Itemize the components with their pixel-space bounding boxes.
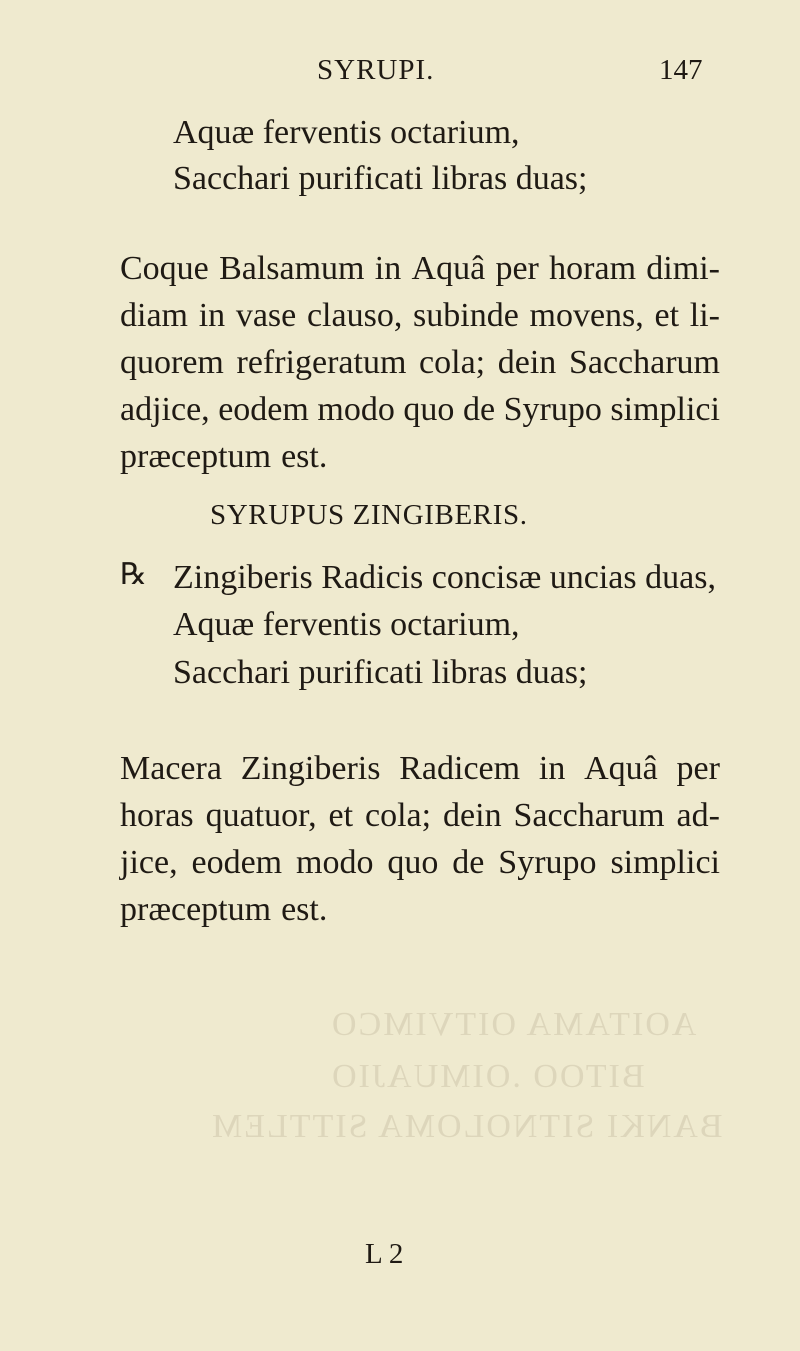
- ingredient-line: Sacchari purificati libras duas;: [173, 160, 588, 197]
- word: eodem: [191, 844, 283, 881]
- word: de: [462, 391, 496, 428]
- word: præceptum: [120, 438, 272, 475]
- running-head-title: SYRUPI.: [317, 54, 435, 86]
- word: refrigeratum: [236, 344, 407, 381]
- section-heading: SYRUPUS ZINGIBERIS.: [210, 499, 528, 531]
- word: Saccharum: [568, 344, 720, 381]
- word: Zingiberis: [240, 750, 381, 787]
- word: quorem: [120, 344, 224, 381]
- word: dein: [443, 797, 502, 834]
- signature-mark: L 2: [365, 1238, 404, 1270]
- word: ad-: [676, 797, 720, 834]
- word: eodem: [218, 391, 309, 428]
- paragraph-instructions-1: [120, 252, 720, 487]
- word: adjice,: [120, 391, 210, 428]
- text-line: [120, 846, 720, 893]
- ingredient-line: Aquæ ferventis octarium,: [173, 606, 520, 643]
- show-through-decoration: BANKI SITNOLOMA SITTLEM: [210, 1108, 723, 1145]
- word: de: [452, 844, 485, 881]
- word: modo: [296, 844, 374, 881]
- text-line: [120, 893, 720, 940]
- word: est.: [281, 438, 328, 475]
- word: movens,: [529, 297, 644, 334]
- word: Syrupo: [498, 844, 597, 881]
- word: diam: [120, 297, 188, 334]
- word: Aquâ: [411, 250, 486, 287]
- text-line: [120, 752, 720, 799]
- ingredient-line: Sacchari purificati libras duas;: [173, 654, 588, 691]
- word: et: [328, 797, 354, 834]
- word: Aquâ: [584, 750, 658, 787]
- word: cola;: [365, 797, 432, 834]
- word: est.: [281, 891, 328, 928]
- word: Coque: [120, 250, 209, 287]
- word: per: [676, 750, 720, 787]
- show-through-decoration: AOITAMA OITVIMCO: [330, 1006, 697, 1043]
- word: Saccharum: [513, 797, 665, 834]
- paragraph-instructions-2: [120, 752, 720, 940]
- word: simplici: [610, 391, 720, 428]
- word: Macera: [120, 750, 222, 787]
- word: quo: [403, 391, 455, 428]
- word: et: [654, 297, 680, 334]
- word: dimi-: [646, 250, 720, 287]
- ingredient-line: Aquæ ferventis octarium,: [173, 114, 520, 151]
- word: dein: [497, 344, 557, 381]
- word: per: [495, 250, 539, 287]
- word: vase: [235, 297, 297, 334]
- word: horam: [549, 250, 637, 287]
- word: præceptum: [120, 891, 272, 928]
- text-line: [120, 299, 720, 346]
- word: modo: [317, 391, 395, 428]
- word: li-: [689, 297, 720, 334]
- recipe-symbol-icon: ℞: [120, 558, 147, 591]
- word: quo: [387, 844, 439, 881]
- word: horas: [120, 797, 194, 834]
- word: quatuor,: [205, 797, 317, 834]
- word: simplici: [610, 844, 720, 881]
- word: subinde: [413, 297, 519, 334]
- text-line: [120, 799, 720, 846]
- page-number: 147: [659, 54, 703, 86]
- word: Radicem: [399, 750, 521, 787]
- text-line: [120, 346, 720, 393]
- word: Balsamum: [219, 250, 365, 287]
- word: Syrupo: [503, 391, 602, 428]
- word: in: [374, 250, 402, 287]
- word: in: [198, 297, 226, 334]
- word: cola;: [419, 344, 486, 381]
- word: jice,: [120, 844, 178, 881]
- text-line: [120, 440, 720, 487]
- ingredient-line: Zingiberis Radicis concisæ uncias duas,: [173, 559, 716, 596]
- text-line: [120, 393, 720, 440]
- word: clauso,: [306, 297, 403, 334]
- show-through-decoration: BITOO .OIMUAJIO: [330, 1058, 645, 1095]
- text-line: [120, 252, 720, 299]
- word: in: [538, 750, 566, 787]
